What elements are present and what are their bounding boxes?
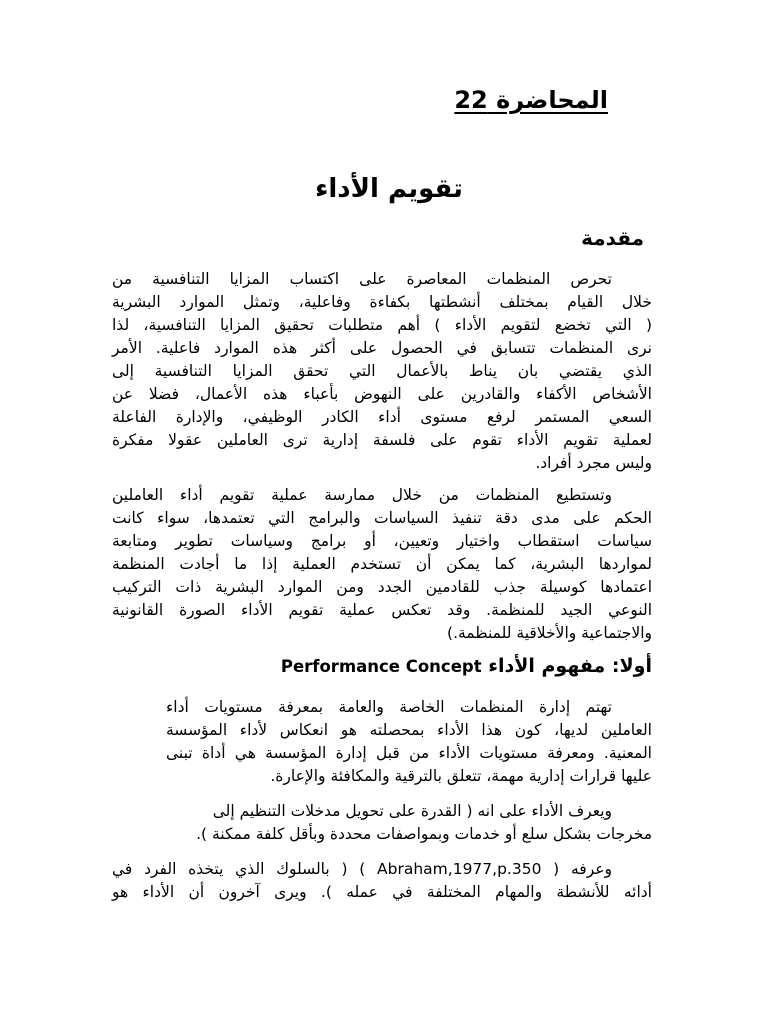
text-line: وعرفه ( Abraham,1977,p.350 ) ( بالسلوك الذي يتخذه الفرد في	[112, 860, 612, 878]
text-line: خلال القيام بمختلف أنشطتها بكفاءة وفاعلية، وتمثل الموارد البشرية	[112, 293, 652, 311]
text-line: النوعي الجيد للمنظمة. وقد تعكس عملية تقويم الأداء الصورة القانونية	[112, 601, 652, 619]
text-line: عليها قرارات إدارية مهمة، تتعلق بالترقية والمكافئة والإعارة.	[270, 767, 652, 785]
text-line: ويعرف الأداء على انه ( القدرة على تحويل مدخلات التنظيم إلى	[212, 802, 612, 820]
intro-heading: مقدمة	[581, 226, 644, 250]
text-line: وتستطيع المنظمات من خلال ممارسة عملية تقويم أداء العاملين	[112, 486, 612, 504]
intro-paragraph-2	[112, 484, 652, 645]
concept-paragraph-2	[112, 800, 652, 846]
text-line: تهتم إدارة المنظمات الخاصة والعامة بمعرفة مستويات أداء	[166, 698, 612, 716]
text-line: الحكم على مدى دقة تنفيذ السياسات والبرامج التي تعتمدها، سواء كانت	[112, 509, 652, 527]
text-line: أدائه للأنشطة والمهام المختلفة في عمله ). ويرى آخرون أن الأداء هو	[112, 883, 652, 901]
text-line: سياسات استقطاب واختيار وتعيين، أو برامج وسياسات تطوير ومتابعة	[112, 532, 652, 550]
text-line: الأشخاص الأكفاء والقادرين على النهوض بأعباء هذه الأعمال، فضلا عن	[112, 385, 652, 403]
concept-paragraph-3	[112, 858, 652, 904]
text-line: مخرجات بشكل سلع أو خدمات وبمواصفات محددة وبأقل كلفة ممكنة ).	[196, 825, 652, 843]
text-line: لعملية تقويم الأداء تقوم على فلسفة إدارية ترى العاملين عقولا مفكرة	[112, 431, 652, 449]
text-line: المعنية. ومعرفة مستويات الأداء من قبل إدارة المؤسسة هي أداة تبنى	[166, 744, 652, 762]
text-line: ( التي تخضع لتقويم الأداء ) أهم متطلبات تحقيق المزايا التنافسية، لذا	[112, 316, 652, 334]
page-title: تقويم الأداء	[315, 174, 463, 204]
text-line: الذي يقتضي بان يناط بالأعمال التي تحقق المزايا التنافسية إلى	[112, 362, 652, 380]
section-heading-english: Performance Concept	[280, 657, 482, 676]
text-line: العاملين لديها، كون هذا الأداء بمحصلته هو انعكاس لأداء المؤسسة	[166, 721, 652, 739]
text-line: تحرص المنظمات المعاصرة على اكتساب المزايا التنافسية من	[112, 270, 612, 288]
text-line: نرى المنظمات تتسابق في الحصول على أكثر هذه الموارد فاعلية. الأمر	[112, 339, 652, 357]
text-line: اعتمادها كوسيلة جذب للقادمين الجدد ومن الموارد البشرية ذات التركيب	[112, 578, 652, 596]
text-line: السعي المستمر لرفع مستوى أداء الكادر الوظيفي، والإدارة الفاعلة	[112, 408, 652, 426]
lecture-number: المحاضرة 22	[454, 86, 608, 114]
section-heading-arabic: أولا: مفهوم الأداء	[488, 655, 652, 677]
concept-paragraph-1	[166, 696, 652, 788]
text-line: وليس مجرد أفراد.	[535, 454, 652, 472]
intro-paragraph-1	[112, 268, 652, 475]
section-heading-performance-concept	[112, 655, 652, 677]
text-line: والاجتماعية والأخلاقية للمنظمة.)	[447, 624, 652, 642]
text-line: لمواردها البشرية، كما يمكن أن تستخدم العملية إذا ما أجادت المنظمة	[112, 555, 652, 573]
